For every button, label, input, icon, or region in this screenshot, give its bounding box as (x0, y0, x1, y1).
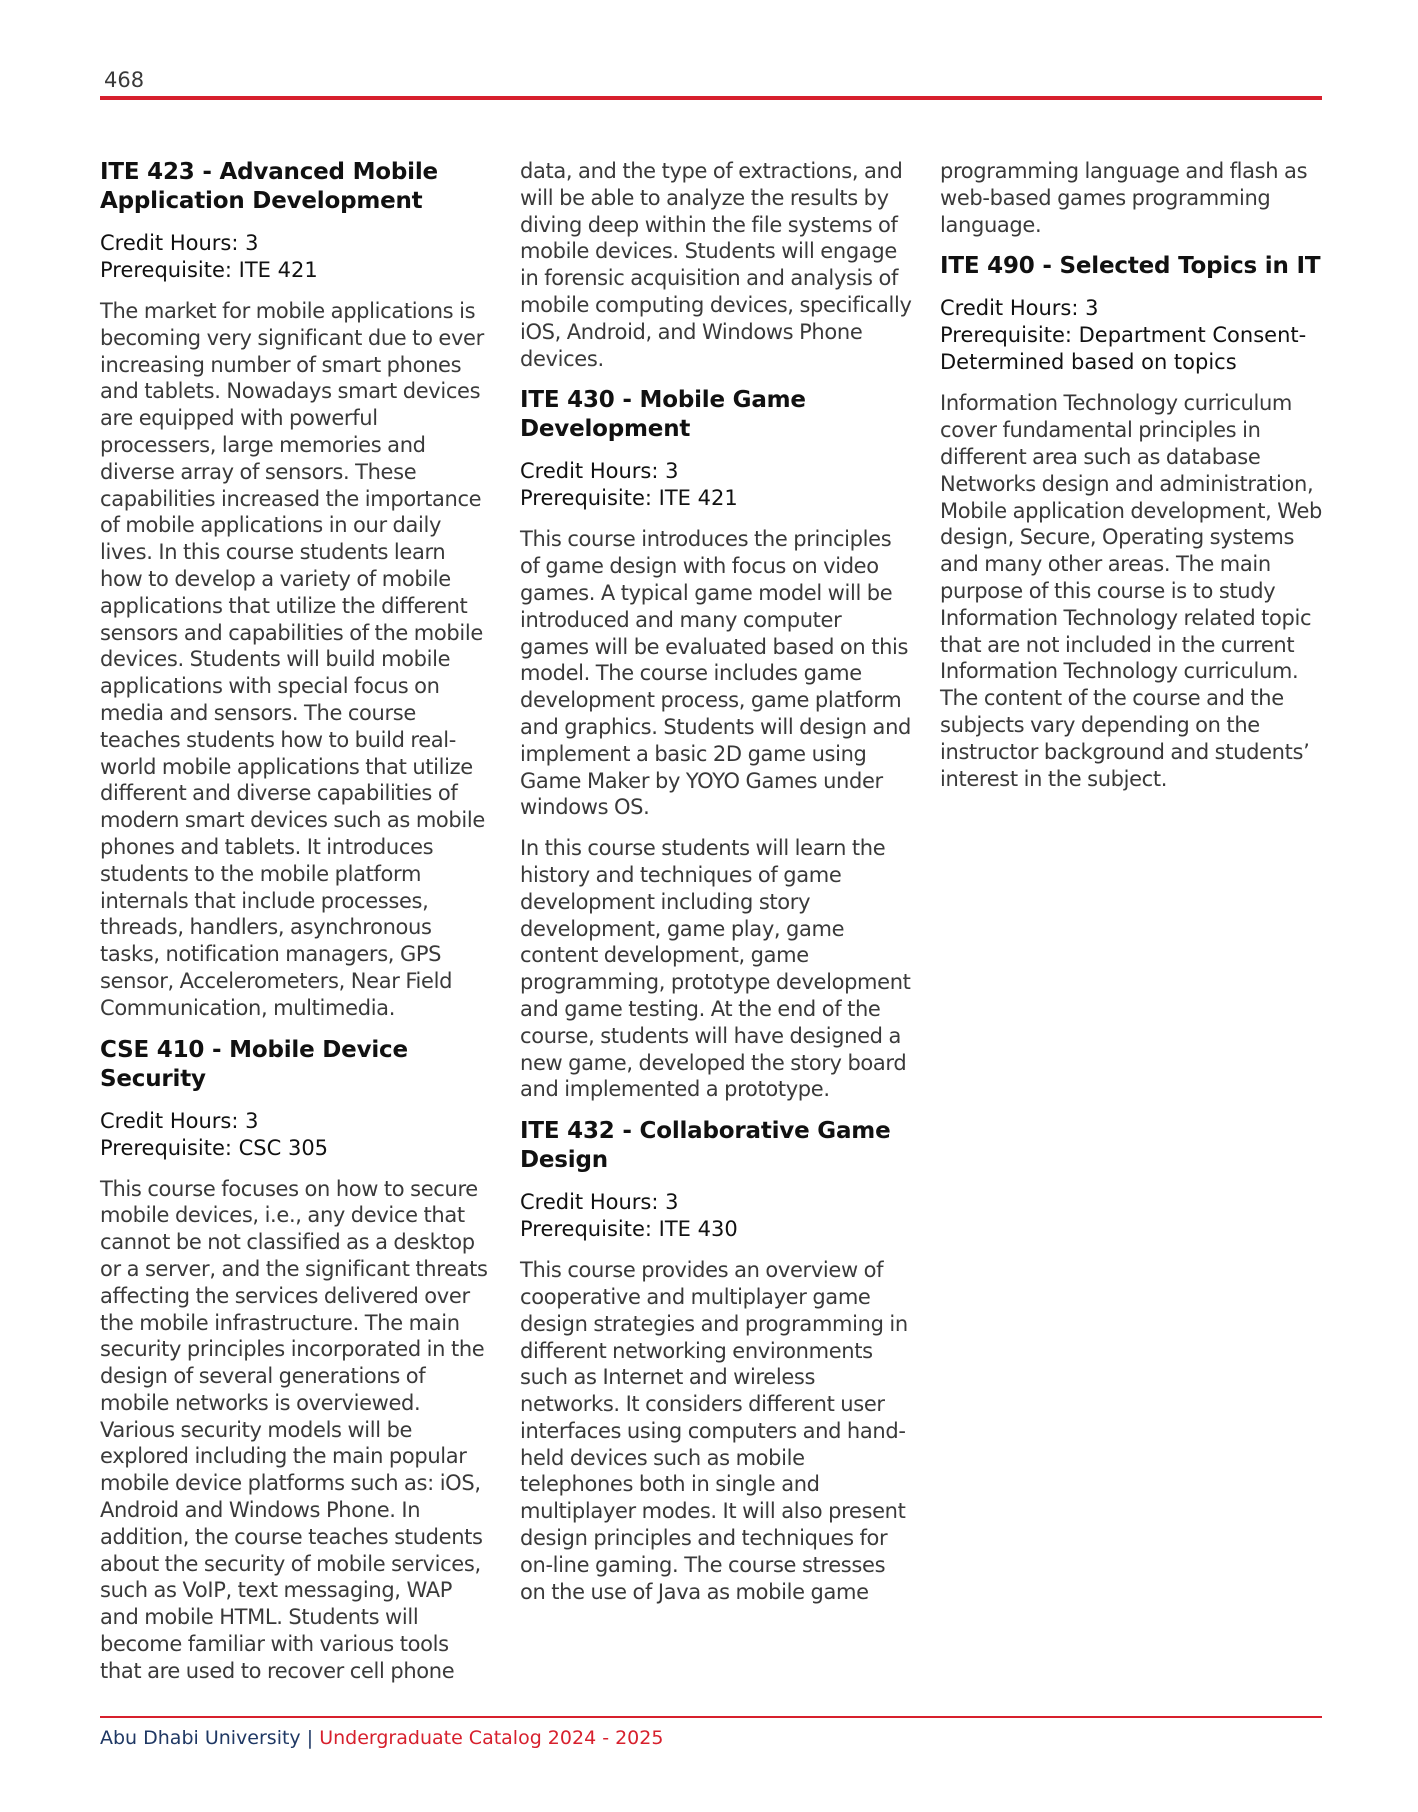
course-description-continued: data, and the type of extractions, and will be able to analyze the results by diving deep within the file systems of mobile devices. Students will engage in forensic acquisition and analysis of mobile computing devices, specifically iOS, Android, and Windows Phone devices. (520, 159, 912, 371)
prerequisite: Prerequisite: ITE 430 (520, 1217, 738, 1242)
course-description: This course provides an overview of cooperative and multiplayer game design strategies and programming in different networking environments such as Internet and wireless networks. It considers different user interfaces using computers and hand-held devices such as mobile telephones both in single and multiplayer modes. It will also present design principles and techniques for on-line gaming. The course stresses on the use of Java as mobile game (520, 1258, 908, 1604)
course-ite-423 (100, 158, 488, 1022)
column-3 (940, 158, 1326, 806)
footer-separator: | (306, 1727, 314, 1749)
credit-hours: Credit Hours: 3 (520, 459, 679, 484)
course-title: ITE 432 - Collaborative Game Design (520, 1118, 891, 1174)
course-ite-432 (520, 1117, 912, 1605)
prerequisite: Prerequisite: ITE 421 (100, 258, 318, 282)
course-description: Information Technology curriculum cover fundamental principles in different area such as database Networks design and administration, Mobile application development, Web design, Secure, Operating systems and many other areas. The main purpose of this course is to study Information Technology related topic that are not included in the current Information Technology curriculum. The content of the course and the subjects vary depending on the instructor background and students’ interest in the subject. (940, 391, 1322, 791)
course-description: This course introduces the principles of game design with focus on video games. A typical game model will be introduced and many computer games will be evaluated based on this model. The course includes game development process, game platform and graphics. Students will design and implement a basic 2D game using Game Maker by YOYO Games under windows OS. (520, 527, 912, 820)
top-divider (100, 96, 1322, 100)
course-title: ITE 490 - Selected Topics in IT (940, 253, 1321, 280)
footer (100, 1726, 663, 1750)
bottom-divider (100, 1716, 1322, 1718)
course-meta (100, 1108, 488, 1162)
course-title: CSE 410 - Mobile Device Security (100, 1036, 408, 1092)
course-description: This course focuses on how to secure mobile devices, i.e., any device that cannot be not classified as a desktop or a server, and the significant threats affecting the services delivered over the mobile infrastructure. The main security principles incorporated in the design of several generations of mobile networks is overviewed. Various security models will be explored including the main popular mobile device platforms such as: iOS, Android and Windows Phone. In addition, the course teaches students about the security of mobile services, such as VoIP, text messaging, WAP and mobile HTML. Students will become familiar with various tools that are used to recover cell phone (100, 1176, 488, 1683)
credit-hours: Credit Hours: 3 (100, 1108, 259, 1133)
course-ite-430 (520, 386, 912, 1103)
footer-university: Abu Dhabi University (100, 1727, 301, 1749)
page-number: 468 (104, 68, 145, 92)
column-2 (520, 158, 912, 1619)
course-meta (100, 230, 488, 284)
course-description: The market for mobile applications is becoming very significant due to ever increasing number of smart phones and tablets. Nowadays smart devices are equipped with powerful processers, large memories and diverse array of sensors. These capabilities increased the importance of mobile applications in our daily lives. In this course students learn how to develop a variety of mobile applications that utilize the different sensors and capabilities of the mobile devices. Students will build mobile applications with special focus on media and sensors. The course teaches students how to build real-world mobile applications that utilize different and diverse capabilities of modern smart devices such as mobile phones and tablets. It introduces students to the mobile platform internals that include processes, threads, handlers, asynchronous tasks, notification managers, GPS sensor, Accelerometers, Near Field Communication, multimedia. (100, 299, 485, 1020)
credit-hours: Credit Hours: 3 (520, 1190, 679, 1215)
course-cse-410 (100, 1036, 488, 1685)
course-title: ITE 423 - Advanced Mobile Application Development (100, 159, 438, 214)
course-meta (520, 1189, 912, 1243)
credit-hours: Credit Hours: 3 (100, 231, 259, 255)
prerequisite: Prerequisite: ITE 421 (520, 486, 738, 511)
credit-hours: Credit Hours: 3 (940, 296, 1099, 321)
course-title: ITE 430 - Mobile Game Development (520, 387, 806, 443)
course-meta (520, 458, 912, 512)
prerequisite: Prerequisite: CSC 305 (100, 1135, 329, 1160)
column-1 (100, 158, 488, 1699)
course-ite-490 (940, 252, 1326, 792)
course-meta (940, 295, 1326, 376)
course-description: In this course students will learn the history and techniques of game development including story development, game play, game content development, game programming, prototype development and game testing. At the end of the course, students will have designed a new game, developed the story board and implemented a prototype. (520, 836, 911, 1102)
prerequisite: Prerequisite: Department Consent-Determined based on topics (940, 323, 1307, 375)
course-description-continued: programming language and flash as web-based games programming language. (940, 159, 1308, 237)
footer-catalog: Undergraduate Catalog 2024 - 2025 (319, 1727, 664, 1749)
